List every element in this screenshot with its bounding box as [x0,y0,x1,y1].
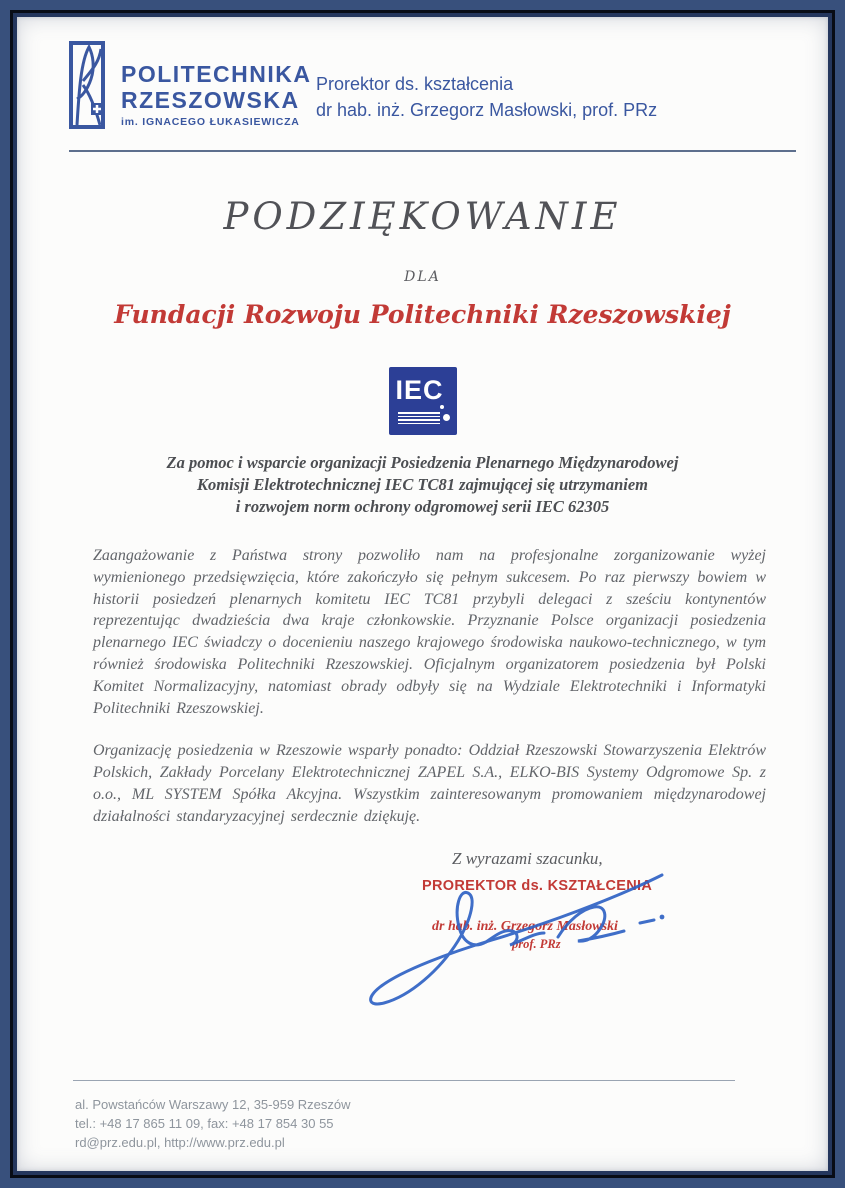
office-block [316,71,657,123]
university-name [121,61,312,128]
subject-line1: Za pomoc i wsparcie organizacji Posiedzenia Plenarnego Międzynarodowej [166,453,679,472]
footer-divider [73,1080,735,1081]
university-name-line1: POLITECHNIKA [121,61,312,87]
header-divider [69,150,796,152]
politechnika-rzeszowska-logo-icon [69,41,105,129]
footer-contact [75,1095,351,1152]
signer-name: dr hab. inż. Grzegorz Masłowski [432,919,618,934]
dedication-label: DLA [404,269,441,285]
subject-block [77,452,768,518]
iec-logo-text: IEC [395,375,444,405]
body-paragraph-2: Organizację posiedzenia w Rzeszowie wsparły ponadto: Oddział Rzeszowski Stowarzyszenia Elektrów Polskich, Zakłady Porcelany Elektrotechnicznej ZAPEL S.A., ELKO-BIS Systemy Odgromowe Sp. z o.o., ML SYSTEM Spółka Akcyjna. Wszystkim zainteresowanym promowaniem międzynarodowej działalności standaryzacyjnej serdecznie dziękuję. [93,742,766,825]
footer-address: al. Powstańców Warszawy 12, 35-959 Rzeszów [75,1097,351,1112]
letter-body [93,545,766,849]
footer-web: rd@prz.edu.pl, http://www.prz.edu.pl [75,1135,285,1150]
document-title: PODZIĘKOWANIE [223,195,622,238]
signer-title: prof. PRz [512,937,561,951]
iec-logo-period [440,405,444,409]
subject-line2: Komisji Elektrotechnicznej IEC TC81 zajmującej się utrzymaniem [196,475,649,494]
university-subtitle: im. IGNACEGO ŁUKASIEWICZA [121,116,300,128]
iec-logo-stripes [398,412,440,426]
recipient-name: Fundacji Rozwoju Politechniki Rzeszowskiej [114,300,731,329]
letter-page [17,17,828,1171]
office-holder: dr hab. inż. Grzegorz Masłowski, prof. PRz [316,100,658,120]
footer-phone: tel.: +48 17 865 11 09, fax: +48 17 854 30 55 [75,1116,334,1131]
body-paragraph-1: Zaangażowanie z Państwa strony pozwoliło nam na profesjonalne zorganizowanie wyżej wymienionego przedsięwzięcia, które zakończyło się pełnym sukcesem. Po raz pierwszy bowiem w historii posiedzeń plenarnych komitetu IEC TC81 przybyli delegaci z sześciu kontynentów reprezentując dwadzieścia dwa kraje członkowskie. Przyznanie Polsce organizacji posiedzenia plenarnego IEC świadczy o docenieniu naszego krajowego środowiska naukowo-technicznego, w tym również środowiska Politechniki Rzeszowskiej. Oficjalnym organizatorem posiedzenia był Polski Komitet Normalizacyjny, natomiast obrady odbyły się na Wydziale Elektrotechniki i Informatyki Politechniki Rzeszowskiej. [93,547,766,717]
subject-line3: i rozwojem norm ochrony odgromowej serii IEC 62305 [235,497,610,516]
signer-position: PROREKTOR ds. KSZTAŁCENIA [422,878,653,894]
office-title: Prorektor ds. kształcenia [316,74,514,94]
iec-logo-dot [443,414,450,421]
closing-phrase: Z wyrazami szacunku, [452,849,603,868]
university-name-line2: RZESZOWSKA [121,87,300,113]
handwritten-signature [362,845,692,1015]
iec-logo [389,367,457,435]
